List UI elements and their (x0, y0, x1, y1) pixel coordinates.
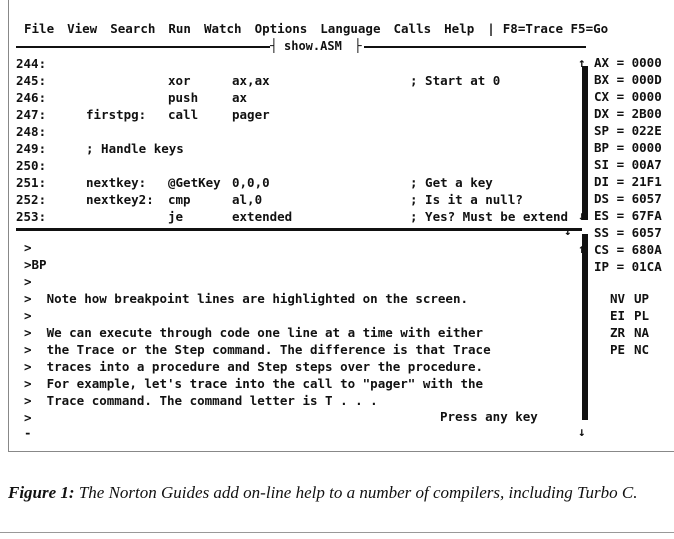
source-line-number: 245: (16, 73, 47, 88)
source-line-number: 250: (16, 158, 47, 173)
menu-run[interactable]: Run (168, 21, 191, 36)
figure-label: Figure 1: (8, 483, 75, 502)
source-line-number: 249: (16, 141, 47, 156)
command-line: > For example, let's trace into the call to "pager" with the (24, 376, 484, 391)
command-scroll-up-arrow-icon[interactable]: ↑ (578, 241, 586, 256)
register-value: DS = 6057 (594, 191, 662, 206)
command-line: > We can execute through code one line at a time with either (24, 325, 484, 340)
register-value: IP = 01CA (594, 259, 662, 274)
source-line-opcode: je (168, 209, 184, 224)
register-value: SS = 6057 (594, 225, 662, 240)
flag-name: PE (610, 342, 626, 357)
command-scroll-down-arrow-icon[interactable]: ↓ (578, 424, 586, 439)
source-line-operands: ax,ax (232, 73, 270, 88)
register-value: ES = 67FA (594, 208, 662, 223)
command-line: > (24, 240, 32, 255)
command-line: > Trace command. The command letter is T . . . (24, 393, 378, 408)
source-line-operands: extended (232, 209, 293, 224)
bottom-rule (0, 532, 674, 533)
source-line-number: 248: (16, 124, 47, 139)
register-value: SP = 022E (594, 123, 662, 138)
source-line-label: nextkey: (86, 175, 147, 190)
source-line-opcode: cmp (168, 192, 191, 207)
source-line-number: 244: (16, 56, 47, 71)
flag-name: ZR (610, 325, 626, 340)
register-value: BP = 0000 (594, 140, 662, 155)
flag-value: NA (634, 325, 650, 340)
register-value: SI = 00A7 (594, 157, 662, 172)
figure-caption (8, 482, 668, 504)
source-line-operands: pager (232, 107, 270, 122)
flag-name: NV (610, 291, 626, 306)
menu-calls[interactable]: Calls (393, 21, 432, 36)
command-line: > (24, 308, 32, 323)
title-bracket-left: ┤ (270, 38, 278, 53)
register-value: DX = 2B00 (594, 106, 662, 121)
command-line: > (24, 274, 32, 289)
resize-arrows-icon[interactable]: ↕ (564, 223, 572, 238)
source-line-operands: ax (232, 90, 248, 105)
register-value: AX = 0000 (594, 55, 662, 70)
menu-language[interactable]: Language (320, 21, 381, 36)
menu-file[interactable]: File (24, 21, 55, 36)
window-divider[interactable] (16, 228, 582, 231)
press-any-key-prompt: Press any key (440, 409, 538, 424)
command-line: >BP (24, 257, 47, 272)
command-line: > traces into a procedure and Step steps over the procedure. (24, 359, 484, 374)
menu-watch[interactable]: Watch (203, 21, 242, 36)
source-line-number: 246: (16, 90, 47, 105)
command-cursor: - (24, 425, 32, 440)
command-line: > Note how breakpoint lines are highlighted on the screen. (24, 291, 469, 306)
flag-value: NC (634, 342, 650, 357)
source-line-number: 253: (16, 209, 47, 224)
source-line-label: firstpg: (86, 107, 147, 122)
scroll-up-arrow-icon[interactable]: ↑ (578, 55, 586, 70)
menu-search[interactable]: Search (110, 21, 156, 36)
function-key-hints: F8=Trace F5=Go (502, 21, 609, 36)
source-line-label: ; Handle keys (86, 141, 184, 156)
source-line-comment: ; Yes? Must be extend (410, 209, 569, 224)
title-rule-left (16, 46, 270, 48)
source-line-opcode: push (168, 90, 199, 105)
source-line-comment: ; Is it a null? (410, 192, 523, 207)
title-rule-right (364, 46, 586, 48)
title-bracket-right: ├ (354, 38, 362, 53)
menu-bar (24, 20, 608, 38)
command-line: > the Trace or the Step command. The difference is that Trace (24, 342, 491, 357)
flag-value: UP (634, 291, 650, 306)
menu-options[interactable]: Options (254, 21, 308, 36)
source-line-label: nextkey2: (86, 192, 154, 207)
source-line-comment: ; Get a key (410, 175, 493, 190)
source-window-title: show.ASM (284, 39, 342, 53)
register-value: CS = 680A (594, 242, 662, 257)
register-value: DI = 21F1 (594, 174, 662, 189)
register-value: BX = 000D (594, 72, 662, 87)
source-line-opcode: call (168, 107, 199, 122)
menu-view[interactable]: View (67, 21, 98, 36)
figure-text: The Norton Guides add on-line help to a number of compilers, including Turbo C. (74, 483, 638, 502)
source-line-opcode: @GetKey (168, 175, 221, 190)
register-value: CX = 0000 (594, 89, 662, 104)
source-line-operands: 0,0,0 (232, 175, 270, 190)
menu-help[interactable]: Help (444, 21, 475, 36)
source-line-number: 247: (16, 107, 47, 122)
source-line-comment: ; Start at 0 (410, 73, 501, 88)
command-line: > (24, 410, 32, 425)
source-line-operands: al,0 (232, 192, 263, 207)
menu-separator: | (487, 21, 495, 36)
flag-name: EI (610, 308, 626, 323)
flag-value: PL (634, 308, 650, 323)
source-line-number: 252: (16, 192, 47, 207)
scroll-down-arrow-icon[interactable]: ↓ (578, 208, 586, 223)
source-line-opcode: xor (168, 73, 191, 88)
source-line-number: 251: (16, 175, 47, 190)
source-window-title-bar (16, 39, 590, 53)
